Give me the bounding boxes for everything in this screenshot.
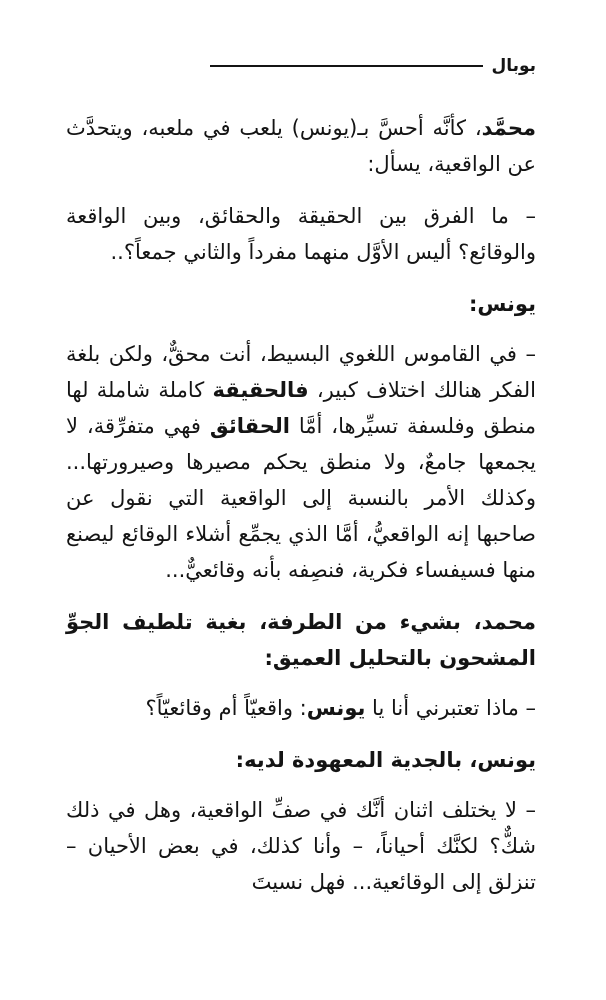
bold-text: محمَّد <box>481 116 536 140</box>
paragraph <box>66 792 536 900</box>
speaker-line <box>66 286 536 322</box>
bold-text: فالحقيقة <box>212 378 309 402</box>
bold-text: الحقائق <box>209 414 290 438</box>
text-run: – لا يختلف اثنان أنَّك في صفِّ الواقعية، وهل في ذلك شكٌّ؟ لكنَّك أحياناً، – وأنا كذلك، في بعض الأحيان – تنزلق إلى الوقائعية... فهل نسيتَ <box>66 798 536 894</box>
text-run: ، كأنَّه أحسَّ بـ(يونس) يلعب في ملعبه، ويتحدَّث عن الواقعية، يسأل: <box>66 116 536 176</box>
header-rule <box>210 65 483 67</box>
text-run: كاملة شاملة لها منطق وفلسفة تسيِّرها، أمَّا <box>66 378 536 438</box>
text-run: فهي متفرِّقة، لا يجمعها جامعٌ، ولا منطق يحكم مصيرها وصيرورتها... وكذلك الأمر بالنسبة إلى الواقعية التي نقول عن صاحبها إنه الواقعيُّ، أمَّا الذي يجمِّع أشلاء الوقائع ليصنع منها فسيفساء فكرية، فنصِفه بأنه وقائعيٌّ... <box>66 414 536 582</box>
text-run: – في القاموس اللغوي البسيط، أنت محقٌّ، ولكن بلغة الفكر هنالك اختلاف كبير، <box>66 342 537 402</box>
running-header <box>210 52 536 80</box>
header-title: بوبال <box>491 56 536 76</box>
bold-text: يونس <box>306 696 366 720</box>
paragraph <box>66 198 536 270</box>
speaker-line <box>66 604 536 676</box>
text-run: – ماذا تعتبرني أنا يا <box>365 696 536 720</box>
text-run: – ما الفرق بين الحقيقة والحقائق، وبين الواقعة والوقائع؟ أليس الأوَّل منهما مفرداً والثاني جمعاً؟.. <box>66 204 536 264</box>
bold-text: محمد، بشيء من الطرفة، بغية تلطيف الجوِّ المشحون بالتحليل العميق: <box>66 610 536 670</box>
text-run: : واقعيّاً أم وقائعيّاً؟ <box>145 696 307 720</box>
paragraph <box>66 110 536 182</box>
speaker-line <box>66 742 536 778</box>
bold-text: يونس، بالجدية المعهودة لديه: <box>235 748 536 772</box>
bold-text: يونس: <box>468 292 536 316</box>
body-text <box>66 110 536 916</box>
paragraph <box>66 336 536 588</box>
paragraph <box>66 690 536 726</box>
